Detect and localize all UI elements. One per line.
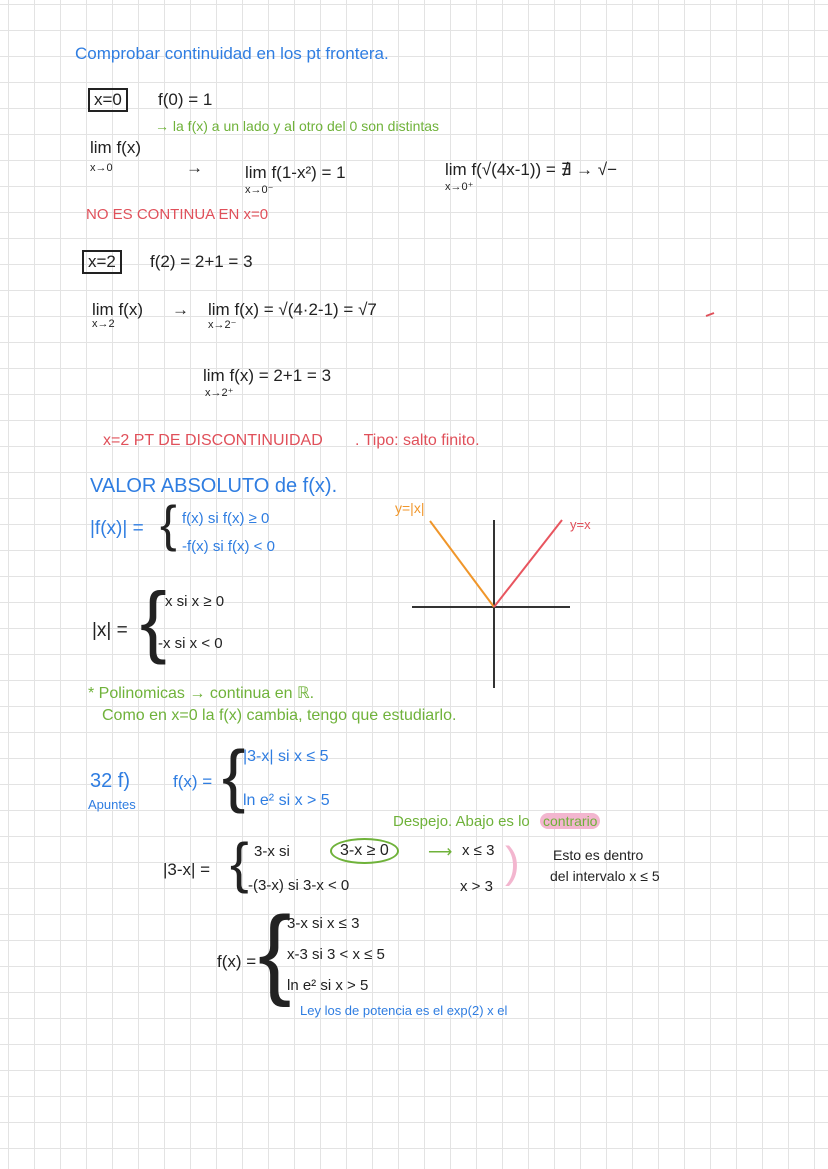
final-case: ln e² si x > 5 bbox=[287, 977, 369, 994]
exercise-number: 32 f) bbox=[90, 770, 131, 792]
limit-x2: lim f(x) bbox=[92, 300, 143, 319]
footnote: Ley los de potencia es el exp(2) x el bbox=[300, 1003, 508, 1018]
limit-sub: x→2⁺ bbox=[205, 387, 234, 399]
right-limit-x2: lim f(x) = 2+1 = 3 bbox=[203, 366, 332, 385]
abs-x-lhs: |x| = bbox=[92, 620, 128, 641]
graph-label-abs: y=|x| bbox=[395, 500, 425, 516]
interval-note: Esto es dentro bbox=[553, 847, 644, 863]
discontinuity-type: . Tipo: salto finito. bbox=[355, 432, 480, 449]
abs-fx-case: f(x) si f(x) ≥ 0 bbox=[182, 510, 270, 527]
limit-sub: x→0⁺ bbox=[445, 181, 474, 193]
case-box-x2: x=2 bbox=[82, 250, 122, 274]
arrow: → bbox=[186, 158, 203, 177]
f0-value: f(0) = 1 bbox=[158, 90, 213, 109]
arrow: → bbox=[172, 300, 189, 319]
arrow: ⟶ bbox=[428, 842, 453, 861]
despejo-note: Despejo. Abajo es lo bbox=[393, 813, 530, 830]
right-limit: lim f(√(4x-1)) = ∄ → √− bbox=[445, 160, 618, 179]
limit-sub: x→2⁻ bbox=[208, 319, 237, 331]
conclusion-x0: NO ES CONTINUA EN x=0 bbox=[86, 206, 269, 223]
limit-sub: x→0⁻ bbox=[245, 184, 274, 196]
pink-bracket: ) bbox=[505, 838, 520, 887]
abs-heading: VALOR ABSOLUTO de f(x). bbox=[90, 475, 338, 497]
case-box-x0: x=0 bbox=[88, 88, 128, 112]
brace: { bbox=[230, 831, 249, 894]
conclusion-x2: x=2 PT DE DISCONTINUIDAD bbox=[103, 432, 323, 449]
left-limit-x2: lim f(x) = √(4·2-1) = √7 bbox=[208, 300, 377, 319]
limit-x0: lim f(x) bbox=[90, 138, 141, 157]
abs-line bbox=[430, 521, 494, 607]
brace: { bbox=[222, 736, 246, 814]
abs-fx-case: -f(x) si f(x) < 0 bbox=[182, 538, 275, 555]
left-limit: lim f(1-x²) = 1 bbox=[245, 163, 346, 182]
poly-note: * Polinomicas → continua en ℝ. bbox=[88, 685, 315, 702]
exercise-case: |3-x| si x ≤ 5 bbox=[243, 748, 329, 765]
f2-value: f(2) = 2+1 = 3 bbox=[150, 252, 253, 271]
limit-sub: x→2 bbox=[92, 318, 115, 330]
circled-condition: 3-x ≥ 0 bbox=[330, 838, 399, 864]
note-sides: → la f(x) a un lado y al otro del 0 son distintas bbox=[155, 118, 440, 134]
graph-label-identity: y=x bbox=[570, 517, 591, 532]
brace: { bbox=[258, 896, 292, 1008]
final-case: x-3 si 3 < x ≤ 5 bbox=[287, 946, 385, 963]
final-case: 3-x si x ≤ 3 bbox=[287, 915, 360, 932]
brace: { bbox=[140, 576, 167, 665]
exercise-f-lhs: f(x) = bbox=[173, 772, 213, 791]
abs-3x-result: x > 3 bbox=[460, 878, 493, 895]
abs-x-case: x si x ≥ 0 bbox=[165, 593, 225, 610]
exercise-case: ln e² si x > 5 bbox=[243, 792, 330, 809]
identity-line bbox=[494, 520, 562, 607]
brace: { bbox=[160, 496, 177, 552]
stray-mark bbox=[706, 313, 714, 316]
abs-3x-case: 3-x si bbox=[254, 843, 290, 860]
limit-sub: x→0 bbox=[90, 162, 113, 174]
interval-note-2: del intervalo x ≤ 5 bbox=[550, 868, 660, 884]
highlighted-contrario: contrario bbox=[540, 813, 600, 829]
exercise-sub: Apuntes bbox=[88, 797, 136, 812]
poly-note-2: Como en x=0 la f(x) cambia, tengo que estudiarlo. bbox=[102, 707, 457, 724]
page-title: Comprobar continuidad en los pt frontera. bbox=[75, 44, 389, 63]
final-f-lhs: f(x) = bbox=[217, 952, 257, 971]
abs-3x-result: x ≤ 3 bbox=[462, 842, 495, 859]
abs-x-case: -x si x < 0 bbox=[158, 635, 223, 652]
abs-3x-case: -(3-x) si 3-x < 0 bbox=[248, 877, 350, 894]
abs-3x-lhs: |3-x| = bbox=[163, 860, 211, 879]
abs-fx-lhs: |f(x)| = bbox=[90, 518, 144, 539]
